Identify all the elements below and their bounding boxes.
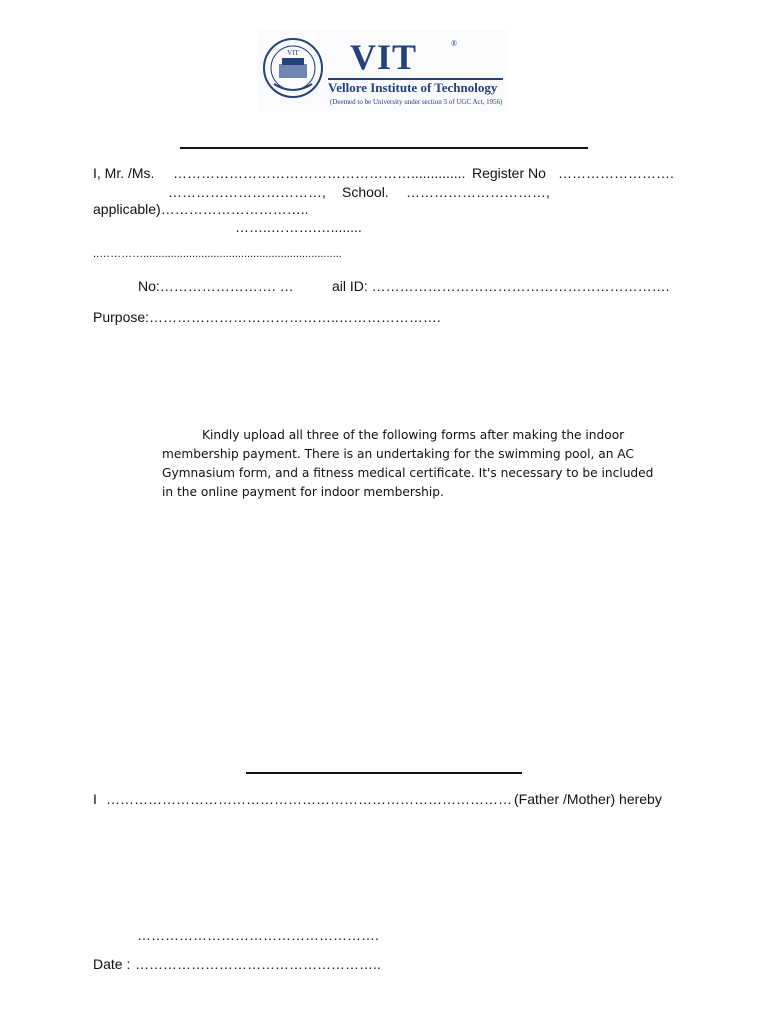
registered-mark: ® — [451, 39, 458, 48]
undertaking-suffix: (Father /Mother) hereby — [514, 791, 662, 807]
field-line5[interactable]: ..…………................................................................. — [93, 248, 342, 260]
name-prefix: I, Mr. /Ms. — [93, 165, 155, 181]
brand-vit: VIT — [350, 37, 418, 77]
register-field[interactable]: ……………………. — [558, 165, 674, 181]
vit-seal-icon — [262, 34, 324, 108]
field-line2-a[interactable]: ……………………………, — [168, 184, 326, 200]
school-field[interactable]: …………………………, — [406, 184, 550, 200]
date-field[interactable]: …………………………………………….. — [135, 956, 381, 972]
name-field[interactable]: …………………………………………….............. — [173, 165, 466, 181]
seal-text: VIT — [287, 49, 299, 57]
register-label: Register No — [472, 165, 546, 181]
purpose-field[interactable]: Purpose:…………………………………..…………………. — [93, 309, 441, 325]
applicable-line[interactable]: applicable)………………………….. — [93, 201, 309, 217]
email-id-field[interactable]: ail ID: ………………………………………………………. — [332, 278, 670, 294]
school-label: School. — [342, 184, 389, 200]
upload-notice-text: Kindly upload all three of the following forms after making the indoor membership payment. There is an undertaking for the swimming pool, an AC Gymnasium form, and a fitness medical certificate. It's necessary to be included in the online payment for indoor membership. — [162, 428, 654, 499]
date-label: Date : — [93, 956, 131, 972]
field-line4[interactable]: ……..……….…........ — [235, 219, 362, 235]
parent-name-field[interactable]: …………………………………………………………………………… — [106, 791, 512, 807]
institute-subtitle: (Deemed to be University under section 3 of UGC Act, 1956) — [330, 98, 503, 106]
institute-name: Vellore Institute of Technology — [328, 80, 498, 95]
mobile-no-field[interactable]: No:……………………. … — [138, 278, 294, 294]
upload-notice — [162, 426, 662, 502]
heading-rule-undertaking — [246, 772, 522, 774]
heading-rule-top — [180, 147, 588, 149]
undertaking-prefix: I — [93, 791, 97, 807]
signature-field[interactable]: ……………………………………………. — [137, 927, 379, 943]
vit-logo — [258, 30, 508, 112]
